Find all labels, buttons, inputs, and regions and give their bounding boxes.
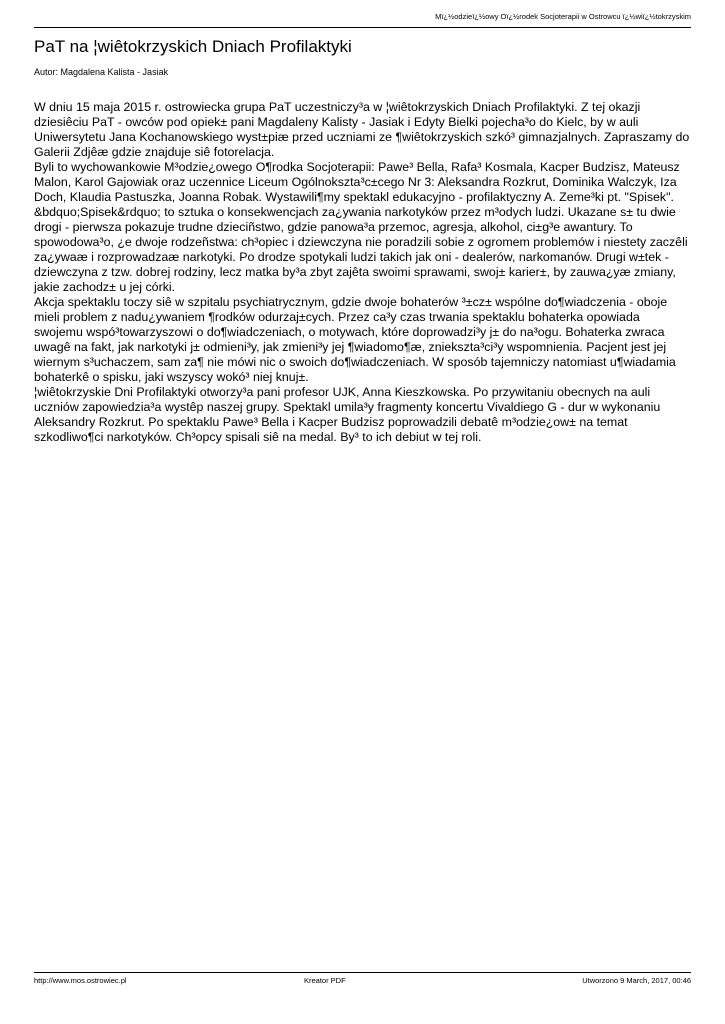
article-body — [34, 100, 691, 445]
header-rule — [34, 27, 691, 28]
footer-url: http://www.mos.ostrowiec.pl — [34, 976, 127, 985]
footer-rule — [34, 972, 691, 973]
article-paragraph: W dniu 15 maja 2015 r. ostrowiecka grupa PaT uczestniczy³a w ¦wiêtokrzyskich Dniach Profilaktyki. Z tej okazji dziesiêciu PaT - owców pod opiek± pani Magdaleny Kalisty - Jasiak i Edyty Bielki pojecha³o do Kielc, by w auli Uniwersytetu Jana Kochanowskiego wyst±piæ przed uczniami ze ¶wiêtokrzyskich szkó³ gimnazjalnych. Zapraszamy do Galerii Zdjêæ gdzie znajduje siê fotorelacja. — [34, 100, 690, 159]
article-title: PaT na ¦wiêtokrzyskich Dniach Profilaktyki — [34, 37, 352, 56]
footer-created: Utworzono 9 March, 2017, 00:46 — [582, 976, 691, 985]
page-footer — [34, 976, 691, 988]
article-paragraph: ¦wiêtokrzyskie Dni Profilaktyki otworzy³a pani profesor UJK, Anna Kieszkowska. Po przywitaniu obecnych na auli uczniów zapowiedzia³a wystêp naszej grupy. Spektakl umila³y fragmenty koncertu Vivaldiego G - dur w wykonaniu Aleksandry Rozkrut. Po spektaklu Pawe³ Bella i Kacper Budzisz poprowadzili debatê m³odzie¿ow± na temat szkodliwo¶ci narkotyków. Ch³opcy spisali siê na medal. By³ to ich debiut w tej roli. — [34, 385, 661, 444]
article-paragraph: Byli to wychowankowie M³odzie¿owego O¶rodka Socjoterapii: Pawe³ Bella, Rafa³ Kosmala, Kacper Budzisz, Mateusz Malon, Karol Gajowiak oraz uczennice Liceum Ogólnokszta³c±cego Nr 3: Aleksandra Rozkrut, Dominika Walczyk, Iza Doch, Klaudia Pastuszka, Joanna Robak. Wystawili¶my spektakl edukacyjno - profilaktyczny A. Zeme³ki pt. "Spisek". &bdquo;Spisek&rdquo; to sztuka o konsekwencjach za¿ywania narkotyków przez m³odych ludzi. Ukazane s± tu dwie drogi - pierwsza pokazuje trudne dzieciñstwo, gdzie panowa³a przemoc, agresja, alkohol, ci±g³e awantury. To spowodowa³o, ¿e dwoje rodzeñstwa: ch³opiec i dziewczyna nie poradzili sobie z ogromem problemów i niestety zaczêli za¿ywaæ i rozprowadzaæ narkotyki. Po drodze spotykali ludzi takich jak oni - dealerów, narkomanów. Drugi w±tek - dziewczyna z tzw. dobrej rodziny, lecz matka by³a zbyt zajêta swoimi sprawami, swoj± karier±, by zauwa¿yæ zmiany, jakie zachodz± u jej córki. — [34, 160, 688, 294]
running-header: Mï¿½odzieï¿½owy Oï¿½rodek Socjoterapii w Ostrowcu ï¿½wiï¿½tokrzyskim — [435, 12, 691, 21]
article-paragraph: Akcja spektaklu toczy siê w szpitalu psychiatrycznym, gdzie dwoje bohaterów ³±cz± wspólne do¶wiadczenia - oboje mieli problem z nadu¿ywaniem ¶rodków odurzaj±cych. Przez ca³y czas trwania spektaklu bohaterka opowiada swojemu wspó³towarzyszowi o do¶wiadczeniach, o motywach, które doprowadzi³y j± do na³ogu. Bohaterka zwraca uwagê na fakt, jak narkotyki j± odmieni³y, jak zmieni³y jej ¶wiadomo¶æ, zniekszta³ci³y wspomnienia. Pacjent jest jej wiernym s³uchaczem, sam za¶ nie mówi nic o swoich do¶wiadczeniach. W sposób tajemniczy natomiast u¶wiadamia bohaterkê o spisku, jaki wszyscy wokó³ niej knuj±. — [34, 295, 676, 384]
article-author: Autor: Magdalena Kalista - Jasiak — [34, 67, 169, 77]
footer-generator: Kreator PDF — [304, 976, 346, 985]
